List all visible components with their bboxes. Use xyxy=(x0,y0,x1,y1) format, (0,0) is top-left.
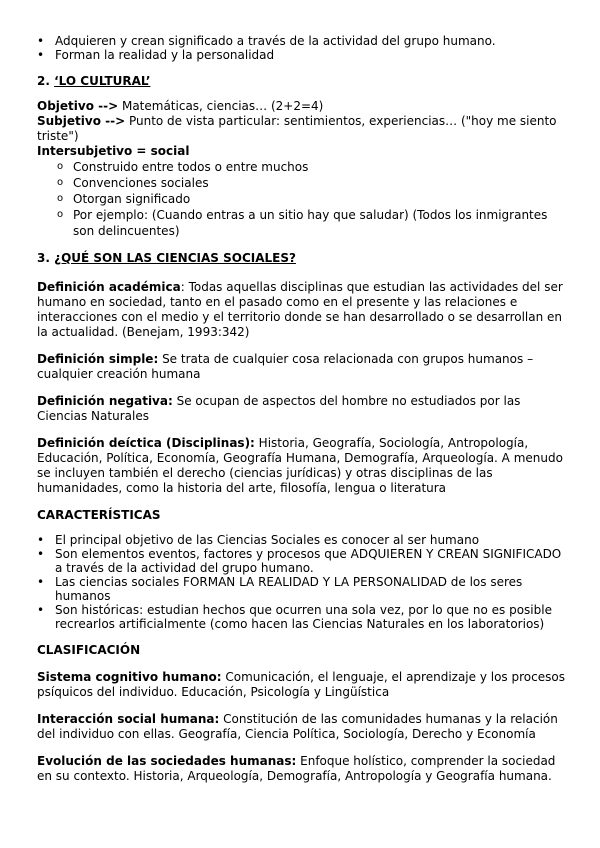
caracteristicas-heading: CARACTERÍSTICAS xyxy=(37,508,161,522)
def-academica-text: : Todas aquellas disciplinas que estudian las actividades del ser humano en sociedad, tanto en el pasado como en el presente y las relaciones e interacciones con el medio y el territorio donde se han desarrollado o se desarrollan en la actualidad. (Benejam, 1993:342) xyxy=(37,280,563,339)
list-item: o Convenciones sociales xyxy=(57,175,565,191)
def-simple-label: Definición simple: xyxy=(37,352,159,366)
interaccion-label: Interacción social humana: xyxy=(37,712,220,726)
section-number: 3. xyxy=(37,251,50,265)
section-2-heading xyxy=(37,74,565,89)
list-item: • Son elementos eventos, factores y procesos que ADQUIEREN Y CREAN SIGNIFICADO a través de la actividad del grupo humano. xyxy=(37,547,565,575)
sistema-cognitivo xyxy=(37,670,565,700)
section-title: ‘LO CULTURAL’ xyxy=(54,74,151,88)
interaccion-social xyxy=(37,712,565,742)
def-simple xyxy=(37,352,565,382)
list-item: • Son históricas: estudian hechos que ocurren una sola vez, por lo que no es posible recrearlos artificialmente (como hacen las Ciencias Naturales en los laboratorios) xyxy=(37,603,565,631)
objetivo-label: Objetivo --> xyxy=(37,99,119,113)
document-page xyxy=(37,34,565,784)
caracteristicas-list xyxy=(37,533,565,631)
objetivo-text: Matemáticas, ciencias… (2+2=4) xyxy=(118,99,324,113)
def-academica-label: Definición académica xyxy=(37,280,181,294)
list-item: o Por ejemplo: (Cuando entras a un sitio hay que saludar) (Todos los inmigrantes son delincuentes) xyxy=(57,207,565,239)
intersubjetivo-list xyxy=(57,159,565,239)
list-item: • Las ciencias sociales FORMAN LA REALIDAD Y LA PERSONALIDAD de los seres humanos xyxy=(37,575,565,603)
list-item: • El principal objetivo de las Ciencias Sociales es conocer al ser humano xyxy=(37,533,565,547)
def-negativa-label: Definición negativa: xyxy=(37,394,173,408)
evolucion-label: Evolución de las sociedades humanas: xyxy=(37,754,297,768)
section-3-heading xyxy=(37,251,565,266)
def-deictica-label: Definición deíctica (Disciplinas): xyxy=(37,436,255,450)
intersubjetivo-label: Intersubjetivo = social xyxy=(37,144,190,158)
def-negativa xyxy=(37,394,565,424)
def-negativa-text: Se ocupan de aspectos del hombre no estudiados por las Ciencias Naturales xyxy=(37,394,521,423)
def-deictica xyxy=(37,436,565,496)
clasificacion-heading: CLASIFICACIÓN xyxy=(37,643,141,657)
list-item: • Forman la realidad y la personalidad xyxy=(37,48,565,62)
sistema-label: Sistema cognitivo humano: xyxy=(37,670,222,684)
list-item: o Otorgan significado xyxy=(57,191,565,207)
objetivo-line xyxy=(37,99,565,114)
def-academica xyxy=(37,280,565,340)
section-number: 2. xyxy=(37,74,50,88)
def-simple-text: Se trata de cualquier cosa relacionada con grupos humanos – cualquier creación humana xyxy=(37,352,534,381)
interaccion-text: Constitución de las comunidades humanas y la relación del individuo con ellas. Geografía, Ciencia Política, Sociología, Derecho y Economía xyxy=(37,712,558,741)
subjetivo-line xyxy=(37,114,565,144)
subjetivo-label: Subjetivo --> xyxy=(37,114,126,128)
section-title: ¿QUÉ SON LAS CIENCIAS SOCIALES? xyxy=(54,251,296,265)
list-item: o Construido entre todos o entre muchos xyxy=(57,159,565,175)
def-deictica-text: Historia, Geografía, Sociología, Antropología, Educación, Política, Economía, Geografía Humana, Demografía, Arqueología. A menudo se incluyen también el derecho (ciencias jurídicas) y otras disciplinas de las humanidades, como la historia del arte, filosofía, lengua o literatura xyxy=(37,436,563,495)
sistema-text: Comunicación, el lenguaje, el aprendizaje y los procesos psíquicos del individuo. Educación, Psicología y Lingüística xyxy=(37,670,565,699)
evolucion-text: Enfoque holístico, comprender la sociedad en su contexto. Historia, Arqueología, Demografía, Antropología y Geografía humana. xyxy=(37,754,556,783)
subjetivo-text: Punto de vista particular: sentimientos, experiencias… ("hoy me siento triste") xyxy=(37,114,557,143)
intro-bullet-list xyxy=(37,34,565,62)
list-item: • Adquieren y crean significado a través de la actividad del grupo humano. xyxy=(37,34,565,48)
evolucion-sociedades xyxy=(37,754,565,784)
